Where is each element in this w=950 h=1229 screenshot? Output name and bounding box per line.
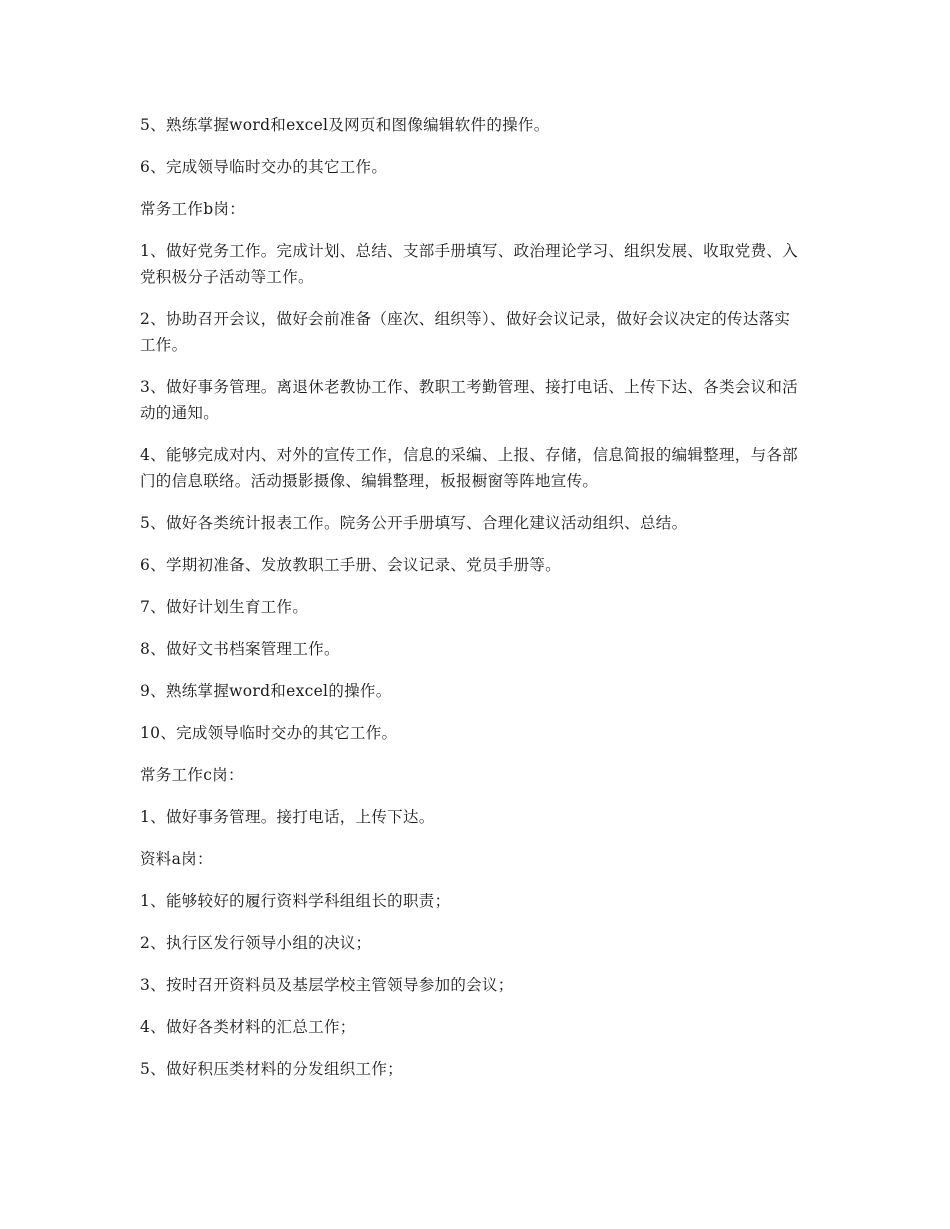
section-heading: 常务工作b岗： bbox=[140, 200, 246, 218]
paragraph: 4、能够完成对内、对外的宣传工作，信息的采编、上报、存储，信息简报的编辑整理，与各部门的信息联络。活动摄影摄像、编辑整理，板报橱窗等阵地宣传。 bbox=[140, 446, 798, 490]
paragraph: 3、做好事务管理。离退休老教协工作、教职工考勤管理、接打电话、上传下达、各类会议和活动的通知。 bbox=[140, 378, 798, 422]
paragraph: 2、执行区发行领导小组的决议； bbox=[140, 934, 372, 952]
document-body bbox=[140, 112, 802, 1098]
paragraph: 5、做好积压类材料的分发组织工作； bbox=[140, 1060, 403, 1078]
paragraph: 8、做好文书档案管理工作。 bbox=[140, 640, 340, 658]
paragraph: 4、做好各类材料的汇总工作； bbox=[140, 1018, 356, 1036]
paragraph: 10、完成领导临时交办的其它工作。 bbox=[140, 724, 398, 742]
paragraph: 1、能够较好的履行资料学科组组长的职责； bbox=[140, 892, 451, 910]
section-heading: 资料a岗： bbox=[140, 850, 213, 868]
paragraph: 9、熟练掌握word和excel的操作。 bbox=[140, 682, 392, 700]
paragraph: 3、按时召开资料员及基层学校主管领导参加的会议； bbox=[140, 976, 514, 994]
paragraph: 2、协助召开会议，做好会前准备（座次、组织等）、做好会议记录，做好会议决定的传达落实工作。 bbox=[140, 310, 791, 354]
paragraph: 1、做好党务工作。完成计划、总结、支部手册填写、政治理论学习、组织发展、收取党费、入党积极分子活动等工作。 bbox=[140, 242, 798, 286]
paragraph: 6、完成领导临时交办的其它工作。 bbox=[140, 158, 388, 176]
paragraph: 5、做好各类统计报表工作。院务公开手册填写、合理化建议活动组织、总结。 bbox=[140, 514, 688, 532]
section-heading: 常务工作c岗： bbox=[140, 766, 244, 784]
paragraph: 7、做好计划生育工作。 bbox=[140, 598, 309, 616]
paragraph: 6、学期初准备、发放教职工手册、会议记录、党员手册等。 bbox=[140, 556, 561, 574]
paragraph: 1、做好事务管理。接打电话，上传下达。 bbox=[140, 808, 435, 826]
paragraph: 5、熟练掌握word和excel及网页和图像编辑软件的操作。 bbox=[140, 116, 550, 134]
